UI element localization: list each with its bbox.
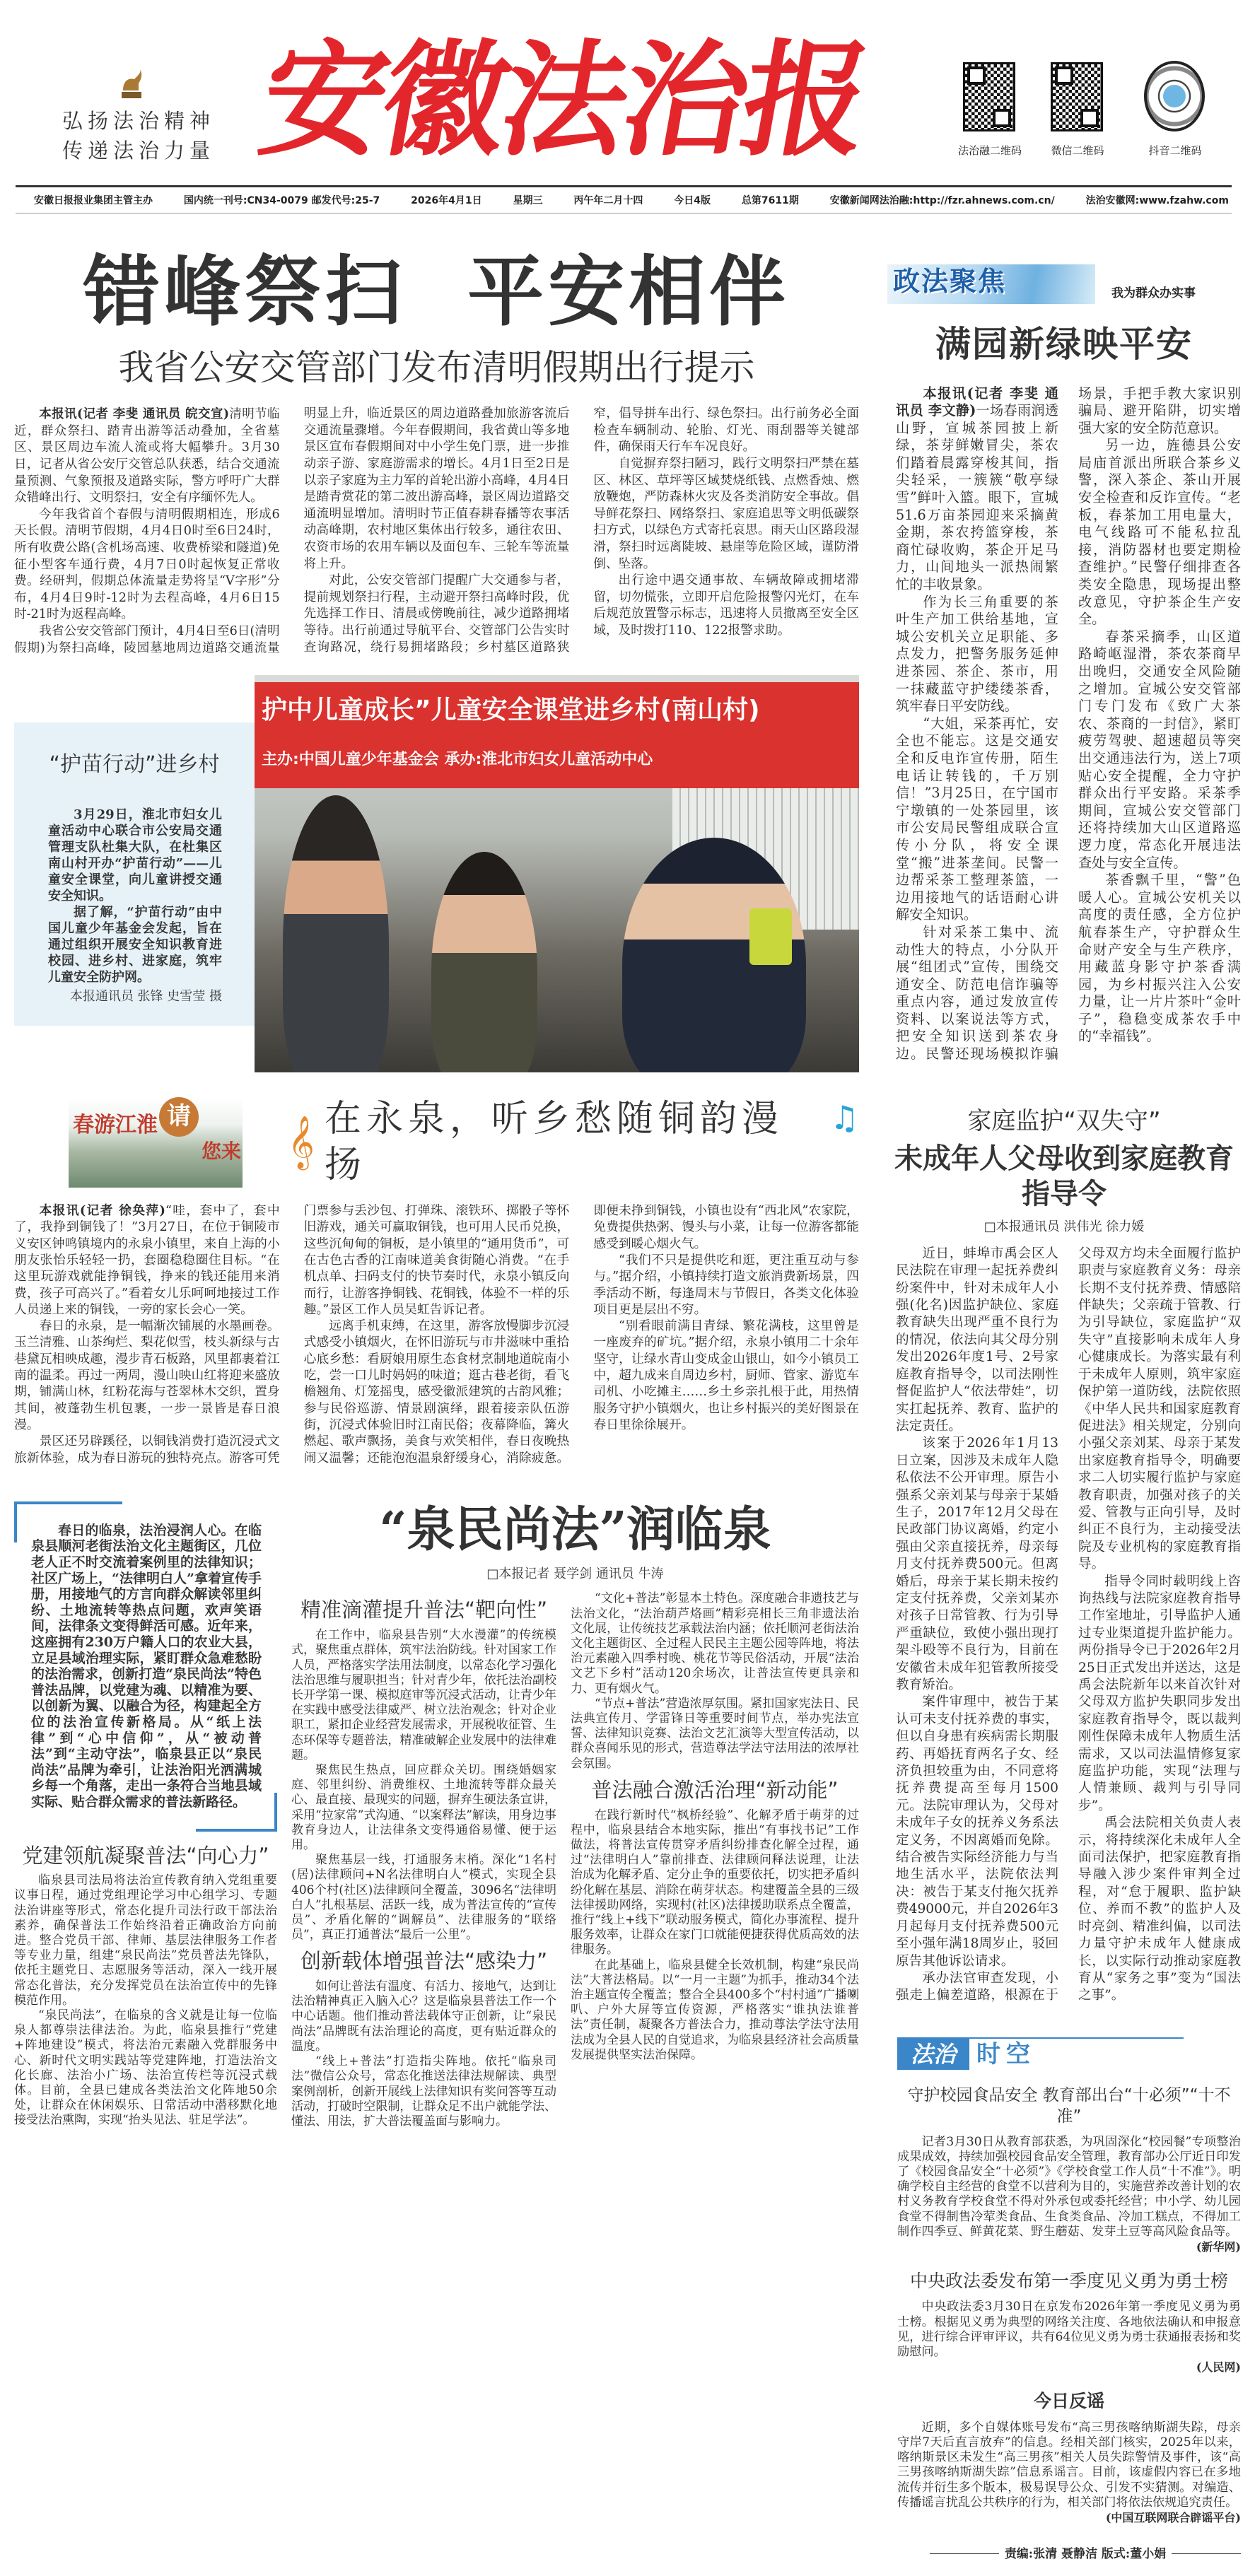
masthead	[0, 0, 1255, 185]
masthead-title: 安徽法治报	[250, 27, 877, 173]
quanmin-byline: □本报记者 聂学剑 通讯员 牛涛	[486, 1567, 664, 1582]
paragraph: 禹会法院相关负责人表示，将持续深化未成年人全面司法保护，把家庭教育指导融入涉少案件审判全过程，对“怠于履职、监护缺位、养而不教”的监护人及时亮剑、精准纠偏，以司法力量守护未成年人健康成长，以实际行动推动家庭教育从“家务之事”变为“国法之事”。	[1078, 1815, 1241, 2003]
lead-subheadline: 我省公安交管部门发布清明假期出行提示	[118, 347, 755, 389]
divider	[1172, 2553, 1241, 2554]
editor-credits: 责编:张清 聂静洁 版式:董小娟	[1004, 2546, 1167, 2561]
issn: 国内统一刊号:CN34-0079 邮发代号:25-7	[183, 195, 380, 206]
bull-statue-logo-icon	[119, 68, 144, 99]
brief-body: 近期，多个自媒体账号发布“高三男孩喀纳斯湖失踪，母亲守岸7天后直言放弃”的信息。经相关部门核实，2025年以来，喀纳斯景区未发生“高三男孩”相关人员失踪警情及事件，该“高三男孩喀纳斯湖失踪”信息系谣言。目前，该虚假内容已在多地流传并衍生多个版本，极易误导公众、引发不实猜测。对编造、传播谣言扰乱公共秩序的行为，相关部门将依法依规追究责任。	[897, 2420, 1241, 2510]
website-link[interactable]: 法治安徽网:www.fzahw.com	[1085, 195, 1229, 206]
website-link[interactable]: 安徽新闻网法治融:http://fzr.ahnews.com.cn/	[829, 195, 1055, 206]
brief-source: (中国互联网联合辟谣平台)	[1105, 2510, 1241, 2524]
paragraph-text: “哇，套中了，套中了，我挣到铜钱了！”3月27日，在位于铜陵市义安区钟鸣镇境内的永泉小镇里，来自上海的小朋友张怡乐轻轻一扔，套圈稳稳圈住目标。“在这里玩游戏就能挣铜钱，挣来的钱还能用来消费，孩子可高兴了。”看着女儿乐呵呵地接过工作人员递上来的铜钱，一旁的家长会心一笑。	[14, 1203, 280, 1317]
paragraph: 景区还另辟蹊径，以铜钱消费打造沉浸式文旅新体验，成为春日游玩的独特亮点。游客可凭门票参与丢沙包、打弹珠、滚铁环、掷骰子等怀旧游戏，通关可赢取铜钱，也可用人民币兑换，这些沉甸甸的铜板，是小镇里的“通用货币”，可在古色古香的江南味道美食街随心消费。“在手机点单、扫码支付的快节奏时代，永泉小镇反向而行，让游客挣铜钱、花铜钱，体验不一样的乐趣。”景区工作人员吴虹告诉记者。	[14, 1203, 570, 1465]
paragraph: 自觉摒弃祭扫陋习，践行文明祭扫严禁在墓区、林区、草坪等区域焚烧纸钱、点燃香烛、燃放鞭炮，严防森林火灾及各类消防安全事故。倡导鲜花祭扫、网络祭扫、家庭追思等文明低碳祭扫方式，以绿色方式寄托哀思。雨天山区路段湿滑，祭扫时远离陡坡、悬崖等危险区域，谨防滑倒、坠落。	[593, 456, 859, 571]
douyin-qr-icon	[1144, 61, 1205, 131]
paragraph: 茶香飘千里，“警”色暖人心。宣城公安机关以高度的责任感，全方位护航春茶生产，守护群众生命财产安全与生产秩序，用藏蓝身影守护茶香满园，为乡村振兴注入公安力量，让一片片茶叶“金叶子”，稳稳变成茶农手中的“幸福钱”。	[1078, 872, 1241, 1045]
quanmin-section	[14, 1843, 277, 2129]
news-brief	[897, 2270, 1241, 2375]
paragraph: 针对采茶工集中、流动性大的特点，小分队开展“组团式”宣传，围绕交通安全、防范电信诈骗等重点内容，通过发放宣传资料、以案说法等方式，把安全知识送到茶农身边。民警还现场模拟诈骗场景，手把手教大家识别骗局、避开陷阱，切实增强大家的安全防范意识。	[896, 385, 1241, 1062]
reflective-vest	[749, 908, 792, 965]
section-subtitle: 我为群众办实事	[1106, 285, 1201, 302]
quanmin-section	[571, 1591, 859, 2063]
page-credits	[930, 2546, 1241, 2562]
section-title: 政法聚焦	[893, 266, 1007, 297]
right-column	[887, 213, 1241, 2562]
paragraph: 近日，蚌埠市禹会区人民法院在审理一起抚养费纠纷案件中，针对未成年人小强(化名)因监护缺位、家庭教育缺失出现严重不良行为的情况，依法向其父母分别发出2026年度1号、2号家庭教育指导令，以司法刚性督促监护人“依法带娃”，切实扛起抚养、教育、监护的法定责任。	[896, 1246, 1058, 1434]
paragraph: 远离手机束缚，在这里，游客放慢脚步沉浸式感受小镇烟火，在怀旧游玩与市井滋味中重拾心底乡愁：看厨娘用原生态食材烹制地道皖南小吃，尝一口儿时妈妈的味道；逛古巷老街，看飞檐翘角、灯笼摇曳，感受徽派建筑的古韵风雅；参与民俗巡游、情景剧演绎，跟着接亲队伍游街，沉浸式体验旧时江南民俗；夜幕降临，篝火燃起、歌声飘扬，美食与欢笑相伴，春日夜晚热闹又温馨；还能泡泡温泉舒缓身心，消除疲惫。即便未挣到铜钱，小镇也设有“西北风”农家院，免费提供热粥、馒头与小菜，让每一位游客都能感受到暖心烟火气。	[303, 1203, 859, 1465]
paragraph: 在践行新时代“枫桥经验”、化解矛盾于萌芽的过程中，临泉县结合本地实际，推出“有事找书记”工作做法，将普法宣传贯穿矛盾纠纷排查化解全过程，通过“法律明白人”靠前排查、法律顾问释法说理，让法治成为化解矛盾、定分止争的重要依托，切实把矛盾纠纷化解在基层、消除在萌芽状态。构建覆盖全县的三级法律援助网络，实现村(社区)法律援助联系点全覆盖，推行“线上+线下”联动服务模式，简化办事流程、提升服务效率，让群众在家门口就能便捷获得优质高效的法律服务。	[571, 1808, 859, 1957]
treble-clef-icon: 𝄞	[288, 1116, 315, 1169]
news-photo	[255, 675, 859, 1072]
issue-number: 总第7611期	[741, 195, 799, 206]
paragraph-text: 一场春雨润透山野，宣城茶园披上新绿，茶芽鲜嫩冒尖，茶农们踏着晨露穿梭其间，指尖轻采，一簇簇“敬亭绿雪”鲜叶入篮。眼下，宣城51.6万亩茶园迎来采摘黄金期，茶农挎篮穿梭，茶商忙碌收购，茶企开足马力，山间地头一派热闹繁忙的丰收景象。	[896, 402, 1059, 593]
paragraph: 如何让普法有温度、有活力、接地气，达到让法治精神真正入脑入心？这是临泉县普法工作一个中心话题。他们推动普法载体守正创新，让“泉民尚法”品牌既有法治理论的高度，更有贴近群众的温度。	[291, 1979, 556, 2054]
photo-title: “护苗行动”进乡村	[49, 751, 220, 777]
family-headline: 未成年人父母收到家庭教育指导令	[894, 1141, 1234, 1210]
publisher: 安徽日报报业集团主管主办	[34, 195, 153, 206]
paragraph: 我省公安交管部门预计，4月4日至6日(清明假期)为祭扫高峰，陵园墓地周边道路交通流量明显上升，临近景区的周边道路叠加旅游客流后交通流量骤增。今年春假期间，我省黄山等多地景区宣布春假期间对中小学生免门票，进一步推动亲子游、家庭游需求的增长。4月1日至2日是以亲子家庭为主力军的首轮出游小高峰，4月4日是踏青赏花的第二波出游高峰，景区周边道路交通流明显增加。清明时节正值春耕春播等农事活动高峰期，农村地区集体出行较多，通往农田、农资市场的农用车辆以及面包车、三轮车等流量将上升。	[14, 406, 570, 655]
paragraph: “别看眼前满目青绿、繁花满枝，这里曾是一座废弃的矿坑。”据介绍，永泉小镇用二十余年坚守，让绿水青山变成金山银山，如今小镇员工中，超九成来自周边乡村，厨师、管家、游览车司机、小吃摊主……乡土乡亲扎根于此，用热情服务守护小镇烟火，也让乡村振兴的美好图景在春日里徐徐展开。	[593, 1318, 859, 1432]
paragraph-text: 清明节临近，群众祭扫、踏青出游等活动叠加，全省墓区、景区周边车流人流或将大幅攀升。3月30日，记者从省公安厅交管总队获悉，结合交通流量预测、气象预报及道路实际，警方呼吁广大群众错峰出行、文明祭扫，安全有序缅怀先人。	[14, 407, 280, 505]
banner-text: 护中儿童成长”儿童安全课堂进乡村(南山村)	[262, 696, 760, 725]
news-brief	[897, 2390, 1241, 2525]
lunar-date: 丙午年二月十四	[573, 195, 643, 206]
qr-label: 微信二维码	[1051, 144, 1104, 157]
logo-text: 请	[159, 1097, 199, 1137]
paragraph: 临泉县司法局将法治宣传教育纳入党组重要议事日程，通过党组理论学习中心组学习、专题法治讲座等形式，常态化提升司法行政干部法治素养，确保普法工作始终沿着正确政治方向前进。整合党员干部、律师、基层法律服务工作者等专业力量，组建“泉民尚法”党员普法先锋队，依托主题党日、志愿服务等活动，深入一线开展常态化普法，充分发挥党员在法治宣传中的先锋模范作用。	[14, 1873, 277, 2008]
paragraph: 聚焦民生热点，回应群众关切。围绕婚姻家庭、邻里纠纷、消费维权、土地流转等群众最关心、最直接、最现实的问题，摒弃生硬法条宣讲，采用“拉家常”式沟通、“以案释法”解读，用身边事教育身边人，让法律条文变得通俗易懂、便于运用。	[291, 1762, 556, 1852]
paragraph	[14, 1202, 280, 1318]
brief-headline: 中央政法委发布第一季度见义勇为勇士榜	[909, 2270, 1228, 2291]
section-heading: 创新载体增强普法“感染力”	[300, 1949, 548, 1974]
paragraph: 春茶采摘季，山区道路崎岖湿滑，茶农茶商早出晚归，交通安全风险随之增加。宣城公安交管部门专门发布《致广大茶农、茶商的一封信》，紧盯疲劳驾驶、超速超员等突出交通违法行为，送上7项贴心安全提醒，全力守护群众出行平安路。采茶季期间，宣城公安交管部门还将持续加大山区道路巡逻力度，常态化开展违法查处与安全宣传。	[1078, 628, 1241, 871]
family-kicker: 家庭监护“双失守”	[967, 1106, 1161, 1135]
divider	[16, 185, 1232, 187]
slogan-line: 传递法治力量	[62, 139, 216, 163]
brief-headline: 守护校园食品安全 教育部出台“十必须”“十不准”	[907, 2085, 1231, 2126]
column-logo-chunyou	[69, 1097, 243, 1188]
quanmin-left-column	[14, 1501, 277, 2129]
quanmin-columns	[291, 1591, 859, 2129]
slogan-line: 弘扬法治精神	[62, 109, 216, 133]
paragraph: 该案于2026年1月13日立案，因涉及未成年人隐私依法不公开审理。原告小强系父亲刘某与母亲于某婚生子，2017年12月父母在民政部门协议离婚，约定小强由父亲直接抚养，母亲每月支付抚养费500元。但离婚后，母亲于某长期未按约定支付抚养费，父亲刘某亦对孩子日常管教、行为引导严重缺位，致使小强出现打架斗殴等不良行为，目前在安徽省未成年犯管教所接受教育矫治。	[896, 1436, 1058, 1692]
section-label: 法治	[897, 2039, 969, 2070]
paragraph	[896, 385, 1058, 594]
brief-source: (人民网)	[1196, 2360, 1241, 2375]
issue-info-bar	[34, 194, 1229, 207]
section-heading: 精准滴灌提升普法“靶向性”	[300, 1598, 548, 1622]
main-column	[14, 213, 859, 2129]
paragraph: “大姐，采茶再忙，安全也不能忘。这是交通安全和反电诈宣传册，陌生电话让转钱的，千万别信！”3月25日，在宁国市宁墩镇的一处茶园里，该市公安局民警组成联合宣传小分队，将安全课堂“搬”进茶垄间。民警一边帮采茶工整理茶篮，一边用接地气的话语耐心讲解安全知识。	[896, 715, 1058, 923]
paragraph: “泉民尚法”，在临泉的含义就是让每一位临泉人都尊崇法律法治。为此，临泉县推行“党建+阵地建设”模式，将法治元素融入党群服务中心、新时代文明实践站等党建阵地，打造法治文化长廊、法治小广场、法治宣传栏等沉浸式载体。目前，全县已建成各类法治文化阵地50余处，让群众在休闲娱乐、日常活动中潜移默化地接受法治熏陶，实现“抬头见法、驻足学法”。	[14, 2008, 277, 2128]
quanmin-right	[291, 1501, 859, 2129]
yongquan-headline: 在永泉，听乡愁随铜韵漫扬	[324, 1098, 783, 1187]
brief-headline: 今日反谣	[1033, 2391, 1104, 2412]
family-article-body	[896, 1246, 1241, 2005]
paragraph: 春日的永泉，是一幅渐次铺展的水墨画卷。玉兰清雅、山茶绚烂、梨花似雪，枝头新绿与古巷黛瓦相映成趣，漫步青石板路，风里都裹着江南的温柔。再过一两周，漫山映山红将迎来盛放期，铺满山林，红粉花海与苍翠林木交织，置身其间，被蓬勃生机包裹，一步一景皆是春日浪漫。	[14, 1318, 280, 1432]
logo-text: 您来	[202, 1140, 242, 1164]
brief-source: (新华网)	[1196, 2240, 1241, 2254]
paragraph: “我们不只是提供吃和逛，更注重互动与参与。”据介绍，小镇持续打造文旅消费新场景，四季活动不断，每逢周末与节假日，各类文化体验项目更是层出不穷。	[593, 1252, 859, 1317]
yongquan-article-body	[14, 1202, 859, 1466]
qr-code-icon	[963, 62, 1015, 131]
brief-body: 中央政法委3月30日在京发布2026年第一季度见义勇为勇士榜。根据见义勇为典型的网络关注度、各地依法确认和申报意见，进行综合评审评议，共有64位见义勇为勇士获通报表扬和奖励慰问。	[897, 2300, 1241, 2360]
paragraph: “文化+普法”彰显本土特色。深度融合非遗技艺与法治文化，“法治葫芦烙画”精彩亮相长三角非遗法治文化展，让传统技艺承载法治内涵；依托顺河老街法治文化主题街区、全过程人民民主主题公园等阵地，将法治元素融入四季村晚、桃花节等民俗活动，开展“法治文艺下乡村”活动120余场次，让普法宣传更具亲和力、更有烟火气。	[571, 1591, 859, 1696]
paragraph: 承办法官审查发现，小强走上偏差道路，根源在于父母双方均未全面履行监护职责与家庭教育义务：母亲长期不支付抚养费、情感陪伴缺失；父亲疏于管教、行为引导缺位，家庭监护“双失守”直接影响未成年人身心健康成长。为落实最有利于未成年人原则，筑牢家庭保护第一道防线，法院依照《中华人民共和国家庭教育促进法》相关规定，分别向小强父亲刘某、母亲于某发出家庭教育指导令，明确要求二人切实履行监护与家庭教育职责，加强对孩子的关爱、管教与正向引导，及时纠正不良行为，主动接受法院及专业机构的家庭教育指导。	[896, 1246, 1241, 2003]
quanmin-headline: “泉民尚法”润临泉	[379, 1501, 771, 1558]
bracket-decoration	[14, 1501, 17, 1542]
weekday: 星期三	[513, 195, 543, 206]
section-heading: 党建领航凝聚普法“向心力”	[22, 1843, 269, 1868]
logo-text: 春游江淮	[73, 1113, 158, 1138]
photo-credit: 本报通讯员 张锋 史雪莹 摄	[69, 988, 222, 1004]
yongquan-header	[14, 1096, 859, 1188]
family-byline: □本报通讯员 洪伟光 徐力媛	[983, 1219, 1145, 1234]
quanmin-feature	[14, 1501, 859, 2129]
brief-body: 记者3月30日从教育部获悉，为巩固深化“校园餐”专项整治成果成效，持续加强校园食品安全管理，教育部办公厅近日印发了《校园食品安全“十必须”》《学校食堂工作人员“十不准”》。明确学校自主经营的食堂不以营利为目的，实施营养改善计划的农村义务教育学校食堂不得对外承包或委托经营；中小学、幼儿园食堂不得制售冷荤类食品、生食类食品、冷加工糕点，不得加工制作四季豆、鲜黄花菜、野生蘑菇、发芽土豆等高风险食品等。	[897, 2134, 1241, 2239]
dateline: 本报讯(记者 李斐 通讯员 李文静)	[896, 385, 1058, 419]
paragraph: “线上+普法”打造指尖阵地。依托“临泉司法”微信公众号，常态化推送法律法规解读、典型案例剖析，创新开展线上法律知识有奖问答等互动活动，打破时空限制，让群众足不出户就能学法、懂法、用法，扩大普法覆盖面与影响力。	[291, 2054, 556, 2129]
photo-feature	[14, 675, 859, 1072]
divider	[930, 2553, 999, 2554]
news-brief	[897, 2085, 1241, 2254]
section-label: 时空	[976, 2039, 1036, 2068]
paragraph: 对此，公安交管部门提醒广大交通参与者，提前规划祭扫行程，主动避开祭扫高峰时段，优先选择工作日、清晨或傍晚前往，减少道路拥堵等待。出行前通过导航平台、交管部门公告实时查询路况，绕行易拥堵路段；乡村墓区道路狭窄，倡导拼车出行、绿色祭扫。出行前务必全面检查车辆制动、轮胎、灯光、雨刮器等关键部件，确保雨天行车车况良好。	[303, 406, 859, 655]
qr-code-icon	[1051, 62, 1103, 131]
paragraph: 聚焦基层一线，打通服务末梢。深化“1名村(居)法律顾问+N名法律明白人”模式，实现全县406个村(社区)法律顾问全覆盖，3096名“法律明白人”扎根基层、活跃一线，成为普法宣传的“宣传员”、矛盾化解的“调解员”、法律服务的“联络员”，真正打通普法“最后一公里”。	[291, 1853, 556, 1943]
lead-article-body	[14, 406, 859, 657]
paragraph: 作为长三角重要的茶叶生产加工供给基地，宣城公安机关立足职能、多点发力，把警务服务延伸进茶园、茶企、茶市，用一抹藏蓝守护缕缕茶香，筑牢春日平安防线。	[896, 593, 1058, 715]
music-note-icon: ♫	[829, 1099, 859, 1137]
paragraph: 出行途中遇交通事故、车辆故障或拥堵滞留，切勿慌张，立即开启危险报警闪光灯，在车后规范放置警示标志，迅速将人员撤离至安全区域，及时拨打110、122报警求助。	[593, 573, 859, 638]
dateline: 本报讯(记者 李斐 通讯员 皖交宣)	[39, 406, 230, 422]
page-body	[0, 213, 1255, 2576]
paragraph: 指导令同时载明线上咨询热线与法院家庭教育指导工作室地址，引导监护人通过专业渠道提升监护能力。两份指导令已于2026年2月25日正式发出并送达，这是禹会法院新年以来首次针对父母双方监护失职同步发出家庭教育指导令，既以裁判刚性保障未成年人物质生活需求，又以司法温情修复家庭监护功能，实现“法理与人情兼顾、裁判与引导同步”。	[1078, 1574, 1241, 1813]
paragraph: “节点+普法”营造浓厚氛围。紧扣国家宪法日、民法典宣传月、学雷锋日等重要时间节点，举办宪法宣誓、法律知识竞赛、法治文艺汇演等大型宣传活动，以群众喜闻乐见的形式，营造尊法学法守法用法的浓厚社会氛围。	[571, 1696, 859, 1771]
paragraph: 在此基础上，临泉县健全长效机制，构建“泉民尚法”大普法格局。以“一月一主题”为抓手，推动34个法治主题宣传全覆盖；整合全县400多个“村村通”广播喇叭、户外大屏等宣传资源，严格落实“谁执法谁普法”责任制，凝聚各方普法合力，推动尊法学法守法用法成为全县人民的自觉追求，为临泉县经济社会高质量发展提供坚实法治保障。	[571, 1957, 859, 2062]
section-banner-zhengfa	[887, 264, 1196, 304]
photo-caption-box	[14, 722, 255, 1026]
paragraph: 另一边，旌德县公安局庙首派出所联合茶乡义警，深入茶企、茶山开展安全检查和反诈宣传。“老板，春茶加工用电量大，电气线路可不能私拉乱接，消防器材也要定期检查维护。”民警仔细排查各类安全隐患，现场提出整改意见，守护茶企生产安全。	[1078, 437, 1241, 628]
paragraph: 在工作中，临泉县告别“大水漫灌”的传统模式，聚焦重点群体，筑牢法治防线。针对国家工作人员，严格落实学法用法制度，以常态化学习强化法治思维与履职担当；针对青少年，依托法治副校长开学第一课、模拟庭审等沉浸式活动，让青少年在实践中感受法律威严、树立法治观念；针对企业职工，紧扣企业经营发展需求，开展税收征管、生态环保等专题普法，精准破解企业发展中的法律难题。	[291, 1628, 556, 1762]
paragraph: 3月29日，淮北市妇女儿童活动中心联合市公安局交通管理支队杜集大队，在杜集区南山村开办“护苗行动”——儿童安全课堂，向儿童讲授交通安全知识。	[48, 807, 222, 903]
tea-headline: 满园新绿映平安	[935, 323, 1193, 365]
slogan	[62, 106, 215, 165]
photo-banner	[255, 682, 859, 788]
date: 2026年4月1日	[411, 195, 482, 206]
dateline: 本报讯(记者 徐奂萍)	[39, 1203, 165, 1219]
paragraph: 今年我省首个春假与清明假期相连，形成6天长假。清明节假期，4月4日0时至6日24时，所有收费公路(含机场高速、收费桥梁和隧道)免征小型客车通行费，4月7日0时起恢复正常收费。经研判，假期总体流量走势将呈“V字形”分布，4月4日9时-12时为去程高峰，4月6日15时-21时为返程高峰。	[14, 507, 280, 622]
paragraph	[14, 406, 280, 507]
child-figure	[431, 852, 537, 1072]
bracket-decoration	[196, 1829, 277, 1832]
paragraph: 春日的临泉，法治浸润人心。在临泉县顺河老街法治文化主题街区，几位老人正不时交流着案例里的法律知识；社区广场上，“法律明白人”拿着宣传手册，用接地气的方言向群众解读邻里纠纷、土地流转等热点问题，欢声笑语间，法律条文变得鲜活可感。近年来，这座拥有230万户籍人口的农业大县，立足县域治理实际，紧盯群众急难愁盼的法治需求，创新打造“泉民尚法”特色普法品牌，以党建为魂、以精准为要、以创新为翼、以融合为径，构建起全方位的法治宣传新格局。从“纸上法律”到“心中信仰”，从“被动普法”到“主动守法”，临泉县正以“泉民尚法”品牌为牵引，让法治阳光洒满城乡每一个角落，走出一条符合当地县域实际、贴合群众需求的普法新路径。	[31, 1522, 262, 1810]
bracket-decoration	[274, 1793, 277, 1832]
quanmin-intro	[14, 1501, 277, 1832]
qr-label: 抖音二维码	[1148, 144, 1202, 157]
bracket-decoration	[14, 1501, 122, 1504]
section-heading: 普法融合激活治理“新动能”	[591, 1777, 839, 1802]
section-banner-shikong	[897, 2037, 1184, 2070]
paragraph: 案件审理中，被告于某认可未支付抚养费的事实，但以自身患有疾病需长期服药、再婚抚育两名子女、经济负担较重为由，不同意将抚养费提高至每月1500元。法院审理认为，父母对未成年子女的抚养义务系法定义务，不因离婚而免除。结合被告实际经济能力与当地生活水平，法院依法判决：被告于某支付拖欠抚养费49000元，并自2026年3月起每月支付抚养费500元至小强年满18周岁止，驳回原告其他诉讼请求。	[896, 1694, 1058, 1969]
tea-article-body	[896, 385, 1241, 1063]
paragraph: 据了解，“护苗行动”由中国儿童少年基金会发起，旨在通过组织开展安全知识教育进校园、进乡村、进家庭，筑牢儿童安全防护网。	[48, 904, 222, 985]
quanmin-section	[291, 1591, 556, 2129]
qr-label: 法治融二维码	[957, 144, 1022, 157]
page-count: 今日4版	[674, 195, 711, 206]
lead-headline: 错峰祭扫 平安相伴	[83, 248, 790, 336]
child-figure	[283, 795, 389, 1072]
banner-text: 主办:中国儿童少年基金会 承办:淮北市妇女儿童活动中心	[262, 751, 653, 769]
photo-caption	[48, 807, 222, 1005]
